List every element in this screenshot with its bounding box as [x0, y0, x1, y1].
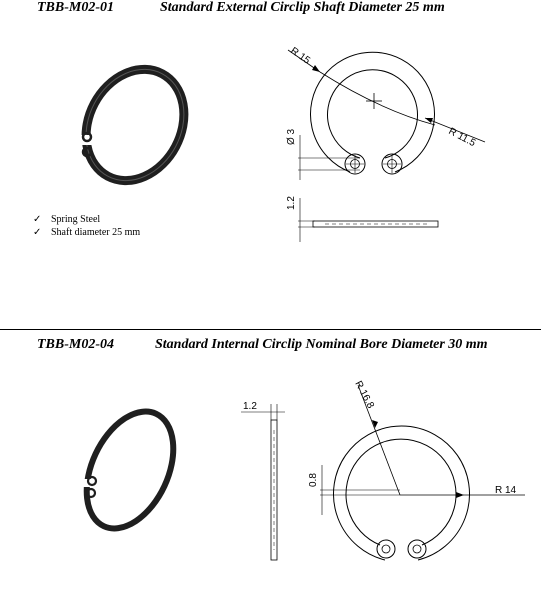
- dim-r-16-8: R 16.8: [352, 379, 376, 411]
- external-circlip-illustration: [70, 55, 200, 195]
- section2-title: Standard Internal Circlip Nominal Bore Diameter 30 mm: [155, 337, 488, 352]
- internal-circlip-side-view: [235, 390, 295, 570]
- checkmark-icon: ✓: [33, 214, 42, 225]
- dim-hole: Ø 3: [286, 128, 297, 145]
- section2-code: TBB-M02-04: [37, 337, 114, 352]
- section1-bullet-list: [33, 213, 140, 239]
- dim-thickness: 1.2: [286, 196, 297, 210]
- internal-circlip-illustration: [75, 395, 185, 545]
- dim-r-14: R 14: [495, 485, 517, 496]
- dim-r-small: R 15: [288, 45, 312, 67]
- dim-thickness-2: 1.2: [243, 401, 257, 412]
- section1-title: Standard External Circlip Shaft Diameter 25 mm: [160, 0, 445, 15]
- bullet-item: ✓ Shaft diameter 25 mm: [33, 227, 141, 238]
- external-circlip-drawing: [270, 30, 500, 255]
- dim-r-large: R 11.5: [446, 125, 478, 150]
- section1-code: TBB-M02-01: [37, 0, 114, 15]
- internal-circlip-drawing: [300, 375, 530, 575]
- section-divider: [0, 329, 541, 330]
- dim-offset: 0.8: [308, 473, 319, 487]
- bullet-item: ✓ Spring Steel: [33, 214, 101, 225]
- checkmark-icon: ✓: [33, 227, 42, 238]
